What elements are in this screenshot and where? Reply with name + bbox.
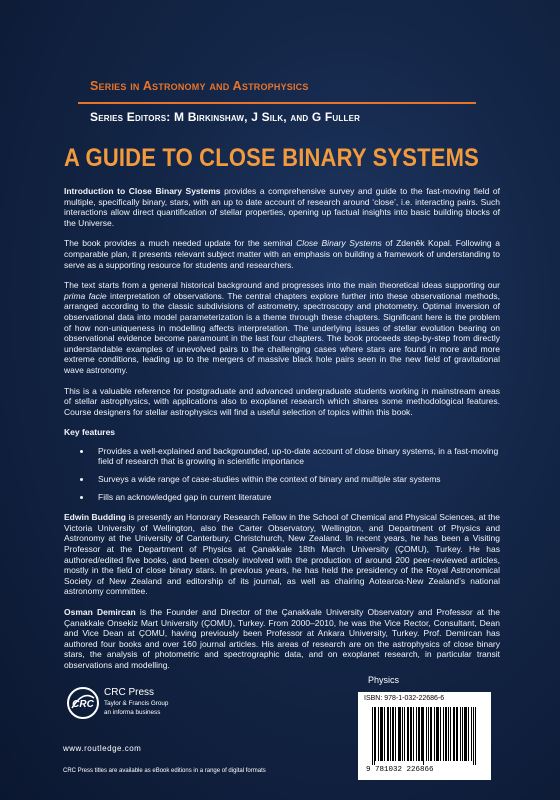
barcode-bar (395, 707, 396, 761)
barcode-bar (410, 707, 411, 761)
barcode-bar (411, 707, 412, 761)
barcode-bar (393, 707, 394, 761)
barcode-bar (421, 707, 422, 761)
barcode-bar (387, 707, 388, 761)
barcode-bar (468, 707, 469, 761)
publisher-line: Taylor & Francis Group (104, 700, 169, 707)
barcode-bar (434, 707, 435, 761)
blurb-paragraph-3 (64, 280, 500, 375)
paragraph-text: of Zdeněk Kopal. Following a comparable plan, it presents relevant subject matter with an emphasis on building a framework of understanding to serve as a supporting resource for students and researchers. (64, 238, 500, 270)
divider-line (78, 102, 476, 104)
barcode-bar (456, 707, 457, 761)
barcode-bar (407, 707, 408, 761)
barcode-number: 9 781032 226866 (366, 766, 434, 774)
paragraph-text: The book provides a much needed update for the seminal (64, 238, 297, 249)
bio-text: is the Founder and Director of the Çanakkale University Observatory and Professor at the Çanakkale Onsekiz Mart University (ÇOMU), Turkey. From 2000–2010, he was the Vice Rector, Consultant, Dean and Vice Dean at ÇOMU, having previously been Professor at Ankara University, Turkey. Prof. Demircan has authored four books and over 160 journal articles. His areas of research are on the astrophysics of close binary stars, the analysis of photometric and spectrographic data, and on exoplanet research, in particular transit observations and modelling. (64, 607, 501, 670)
subject-category: Physics (368, 675, 400, 685)
publisher-website[interactable]: www.routledge.com (63, 744, 142, 753)
key-features-heading: Key features (64, 427, 116, 438)
barcode-bar (466, 707, 467, 761)
barcode-bar (382, 707, 383, 761)
barcode-bar (464, 707, 465, 761)
barcode-bar (408, 707, 409, 761)
italic-title: Close Binary Systems (296, 238, 382, 249)
barcode-bar (438, 707, 439, 761)
paragraph-text: interpretation of observations. The central chapters explore further into these observational methods, arranged according to the classic subdivisions of astrometry, spectroscopy and photometry. Optimal inversion of observational data into model parameterization is a theme through these chapters. Significant here is the problem of how non-uniqueness in modelling affects interpretation. The underlying issues of stellar evolution bearing on observational evidence become paramount in the last four chapters. The book proceeds step-by-step from directly understandable examples of unevolved pairs to the challenging cases where stars are found in more and more extreme conditions, leading up to the mergers of massive black hole pairs seen in the new field of gravitational wave astronomy. (64, 290, 501, 375)
barcode-bar (392, 707, 393, 761)
barcode-bar (423, 707, 424, 765)
ebook-availability-note: CRC Press titles are available as eBook editions in a range of digital formats (63, 768, 266, 774)
barcode-bar (475, 707, 476, 765)
barcode-bar (381, 707, 382, 761)
publisher-name: CRC Press (104, 687, 155, 698)
publisher-group (104, 700, 168, 717)
author-bio-budding (64, 512, 500, 597)
barcode-bar (372, 707, 373, 765)
barcode-bar (462, 707, 463, 761)
barcode-bar (416, 707, 417, 761)
barcode-bar (404, 707, 405, 761)
barcode-bar (431, 707, 432, 761)
barcode-bar (418, 707, 419, 761)
barcode-bar (471, 707, 472, 761)
barcode-bar (413, 707, 414, 761)
paragraph-text: The text starts from a general historical background and progresses into the main theoretical ideas supporting our (64, 280, 500, 291)
author-bio-demircan (64, 607, 500, 671)
book-title: A GUIDE TO CLOSE BINARY SYSTEMS (64, 144, 479, 172)
list-item: • Fills an acknowledged gap in current literature (92, 492, 500, 503)
barcode-bar (400, 707, 401, 761)
list-item: • Surveys a wide range of case-studies within the context of binary and multiple star systems (92, 474, 500, 485)
barcode-bar (445, 707, 446, 761)
barcode-bar (437, 707, 438, 761)
barcode-bar (443, 707, 444, 761)
blurb-paragraph-2 (64, 238, 500, 270)
barcode-bar (430, 707, 431, 761)
barcode-bar (380, 707, 381, 761)
paragraph-text: provides a comprehensive survey and guide to the fast-moving field of multiple, specifically binary, stars, with an up to date account of research around ‘close’, i.e. interacting pairs. Such interactions allow direct quantification of stellar properties, opening up factual insights into basic building blocks of the Universe. (64, 186, 500, 228)
barcode-bar (450, 707, 451, 761)
author-name: Edwin Budding (64, 512, 126, 523)
bio-text: is presently an Honorary Research Fellow in the School of Chemical and Physical Sciences, at the Victoria University of Wellington, also the Carter Observatory, Wellington, and Department of Physics and Astronomy at the University of Canterbury, Christchurch, New Zealand. In recent years, he has been a Visiting Professor at the Department of Physics at Çanakkale 18th March University (ÇOMU), Turkey. He has authored/edited five books, and been closely involved with the production of around 200 peer-reviewed articles, mostly in the field of close binary stars. In previous years, he has held the presidency of the Royal Astronomical Society of New Zealand and editorship of its journal, as well as chairing Aotearoa-New Zealand’s national astronomy committee. (64, 512, 500, 597)
barcode-panel (358, 692, 491, 780)
barcode-bar (448, 707, 449, 761)
barcode-bar (374, 707, 375, 765)
barcode-bar (473, 707, 474, 765)
logo-text: CRC (72, 699, 94, 710)
barcode-bar (388, 707, 389, 761)
barcode-bar (390, 707, 391, 761)
series-editors: Series Editors: M Birkinshaw, J Silk, and G Fuller (90, 110, 361, 124)
blurb (64, 186, 500, 681)
barcode-bar (460, 707, 461, 761)
barcode-bar (384, 707, 385, 761)
barcode-bar (465, 707, 466, 761)
author-name: Osman Demircan (64, 607, 136, 617)
barcode-bar (398, 707, 399, 761)
barcode-bar (426, 707, 427, 761)
barcode-bar (402, 707, 403, 761)
barcode-bar (375, 707, 376, 761)
barcode (372, 707, 478, 765)
barcode-bar (422, 707, 423, 761)
list-item: • Provides a well-explained and backgrounded, up-to-date account of close binary systems, in a fast-moving field of research that is growing in scientific importance (92, 446, 500, 467)
key-features-list (64, 446, 500, 502)
barcode-bar (457, 707, 458, 761)
barcode-bar (454, 707, 455, 761)
barcode-bar (399, 707, 400, 761)
isbn: ISBN: 978-1-032-22686-6 (364, 695, 445, 702)
italic-phrase: prima facie (64, 290, 107, 301)
barcode-bar (378, 707, 379, 761)
barcode-bar (453, 707, 454, 761)
crc-logo-icon (66, 686, 100, 720)
publisher-line: an informa business (104, 708, 161, 716)
barcode-bar (436, 707, 437, 761)
blurb-paragraph-4: This is a valuable reference for postgraduate and advanced undergraduate students working in mainstream areas of stellar astrophysics, with applications also to exoplanet research which shares some methodological features. Course designers for stellar astrophysics will find a useful selection of topics within this book. (64, 385, 500, 417)
barcode-bar (440, 707, 441, 761)
barcode-bar (446, 707, 447, 761)
barcode-bar (419, 707, 420, 761)
blurb-paragraph-1 (64, 186, 500, 228)
book-name: Introduction to Close Binary Systems (64, 186, 221, 196)
series-name: Series in Astronomy and Astrophysics (90, 79, 309, 93)
barcode-bar (428, 707, 429, 761)
